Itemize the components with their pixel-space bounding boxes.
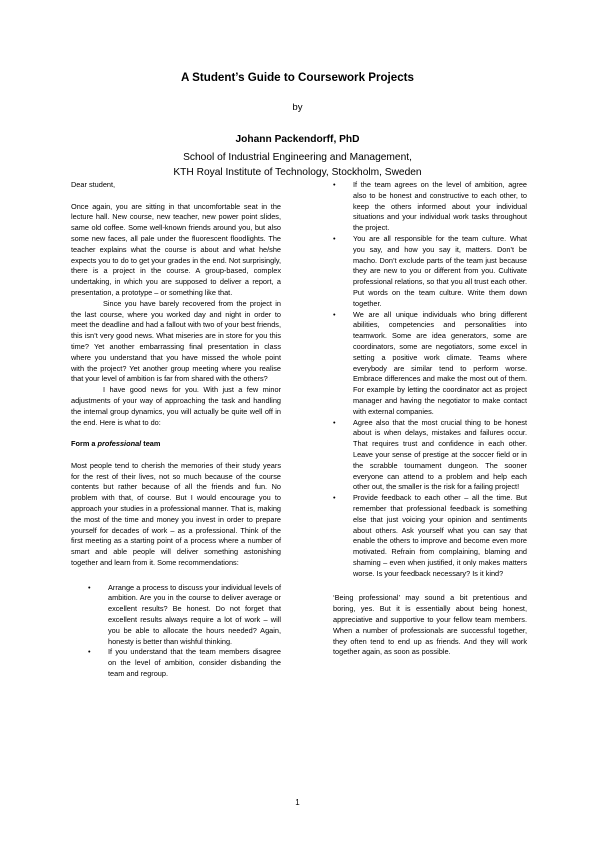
paragraph-professional: Most people tend to cherish the memories of their study years for the rest of their lives, not so much because of the course contents but rather because of all the friends and fun. No problem with that, of course. But I would encourage you to approach your studies in a professional manner. That is, making the most of the time and money you invest in order to prepare yourself for decades of work – as a professional. Think of the first meeting as a starting point of a process where a number of smart and able people will deliver something astonishing together and learn from it. Some recommendations: bbox=[71, 460, 281, 567]
section-heading bbox=[71, 439, 281, 450]
list-item-text: You are all responsible for the team culture. What you say, and how you say it, matters. Don’t be macho. Don’t exclude parts of the team just because they are new to you or different from you. Cultivate professional relations, so that you all trust each other. Put words on the team culture. Write them down together. bbox=[353, 233, 527, 308]
paragraph-good-news: I have good news for you. With just a few minor adjustments of your way of approaching the task and handling the internal group dynamics, you will actually be quite well off in the end. Here is what to do: bbox=[71, 385, 281, 427]
bullet-icon: • bbox=[333, 309, 336, 319]
recommendations-list-right bbox=[333, 180, 527, 579]
bullet-icon: • bbox=[333, 233, 336, 243]
list-item-text: If the team agrees on the level of ambition, agree also to be honest and constructive to each other, to keep the others informed about your individual situations and your individual work tasks throughout the project. bbox=[353, 180, 527, 233]
list-item bbox=[333, 493, 527, 579]
bullet-icon: • bbox=[333, 180, 336, 189]
list-item-text: Provide feedback to each other – all the time. But remember that professional feedback is something else that just voicing your opinion and sentiments about others. Ask yourself what you can say that enable the others to improve and become even more motivated. Refrain from complaining, blaming and shaming – even when justified, it only makes matters worse. Is your feedback necessary? Is it kind? bbox=[353, 493, 527, 578]
list-item bbox=[88, 647, 281, 679]
recommendations-list-left bbox=[71, 583, 281, 680]
left-column bbox=[71, 180, 281, 680]
list-item-text: If you understand that the team members disagree on the level of ambition, consider disbanding the team and regroup. bbox=[108, 647, 281, 679]
list-item bbox=[333, 310, 527, 418]
list-item-text: We are all unique individuals who bring different abilities, competencies and personalities into teamwork. Some are idea generators, some are coordinators, some are negotiators, some excel in setting a positive work climate. Teams where everybody are similar tend to perform worse. Embrace differences and make the most out of them. For example by letting the coordinator act as project manager and having the negotiator to make contact with external companies. bbox=[353, 309, 527, 416]
list-item-text: Agree also that the most crucial thing to be honest about is when delays, mistakes and failures occur. That requires trust and confidence in each other. Leave your sense of prestige at the soccer field or in the scrabble tournament dungeon. The sooner everyone can attend to a problem and help each other out, the smaller is the risk for a failing project! bbox=[353, 417, 527, 492]
bullet-icon: • bbox=[333, 493, 336, 503]
byline: by bbox=[292, 102, 303, 113]
list-item bbox=[333, 234, 527, 310]
affiliation-line-2: KTH Royal Institute of Technology, Stockholm, Sweden bbox=[173, 167, 422, 178]
right-column bbox=[333, 180, 527, 658]
affiliation bbox=[0, 150, 595, 180]
paragraph-intro: Once again, you are sitting in that uncomfortable seat in the lecture hall. New course, new teacher, new power point slides, same old coffee. Some well-known friends around you, but also some new faces, all pale under the fluorescent floodlights. The teacher explains what the course is about and what he/she expects you to do to get your grades in the end. Not surprisingly, there is a project in the course. A group-based, complex undertaking, in which you are supposed to deliver a report, a presentation, a prototype – or something like that. bbox=[71, 201, 281, 297]
salutation: Dear student, bbox=[71, 180, 116, 189]
list-item bbox=[333, 180, 527, 234]
paragraph-last-project: Since you have barely recovered from the project in the last course, where you worked day and night in order to meet the deadline and had a fallout with two of your best friends, this isn’t very good news. What miseries are in store for you this time? Yet another embarrassing final presentation in class where you understand that you have missed the whole point with the project? Yet another group meeting where you realise that your level of ambition is far from shared with the others? bbox=[71, 298, 281, 384]
document-title: A Student’s Guide to Coursework Projects bbox=[181, 71, 414, 84]
list-item bbox=[333, 418, 527, 494]
page-number: 1 bbox=[295, 798, 300, 807]
bullet-icon: • bbox=[333, 417, 336, 427]
list-item bbox=[88, 583, 281, 648]
section-heading-suffix: team bbox=[141, 439, 161, 449]
section-heading-italic: professional bbox=[97, 439, 142, 449]
list-item-text: Arrange a process to discuss your individual levels of ambition. Are you in the course to deliver average or excellent results? Be honest. Do not forget that excellent results always require a lot of work – will you be able to allocate the hours needed? Again, honesty is better than wishful thinking. bbox=[108, 582, 281, 646]
author-name: Johann Packendorff, PhD bbox=[235, 134, 360, 145]
bullet-icon: • bbox=[88, 647, 91, 657]
section-heading-prefix: Form a bbox=[71, 439, 98, 449]
affiliation-line-1: School of Industrial Engineering and Management, bbox=[183, 152, 412, 163]
bullet-icon: • bbox=[88, 582, 91, 592]
paragraph-closing: ‘Being professional’ may sound a bit pretentious and boring, yes. But it is essentially about being honest, appreciative and supportive to your fellow team members. When a number of professionals are successful together, they often tend to end up as friends. And they will work together again, as soon as possible. bbox=[333, 593, 527, 657]
